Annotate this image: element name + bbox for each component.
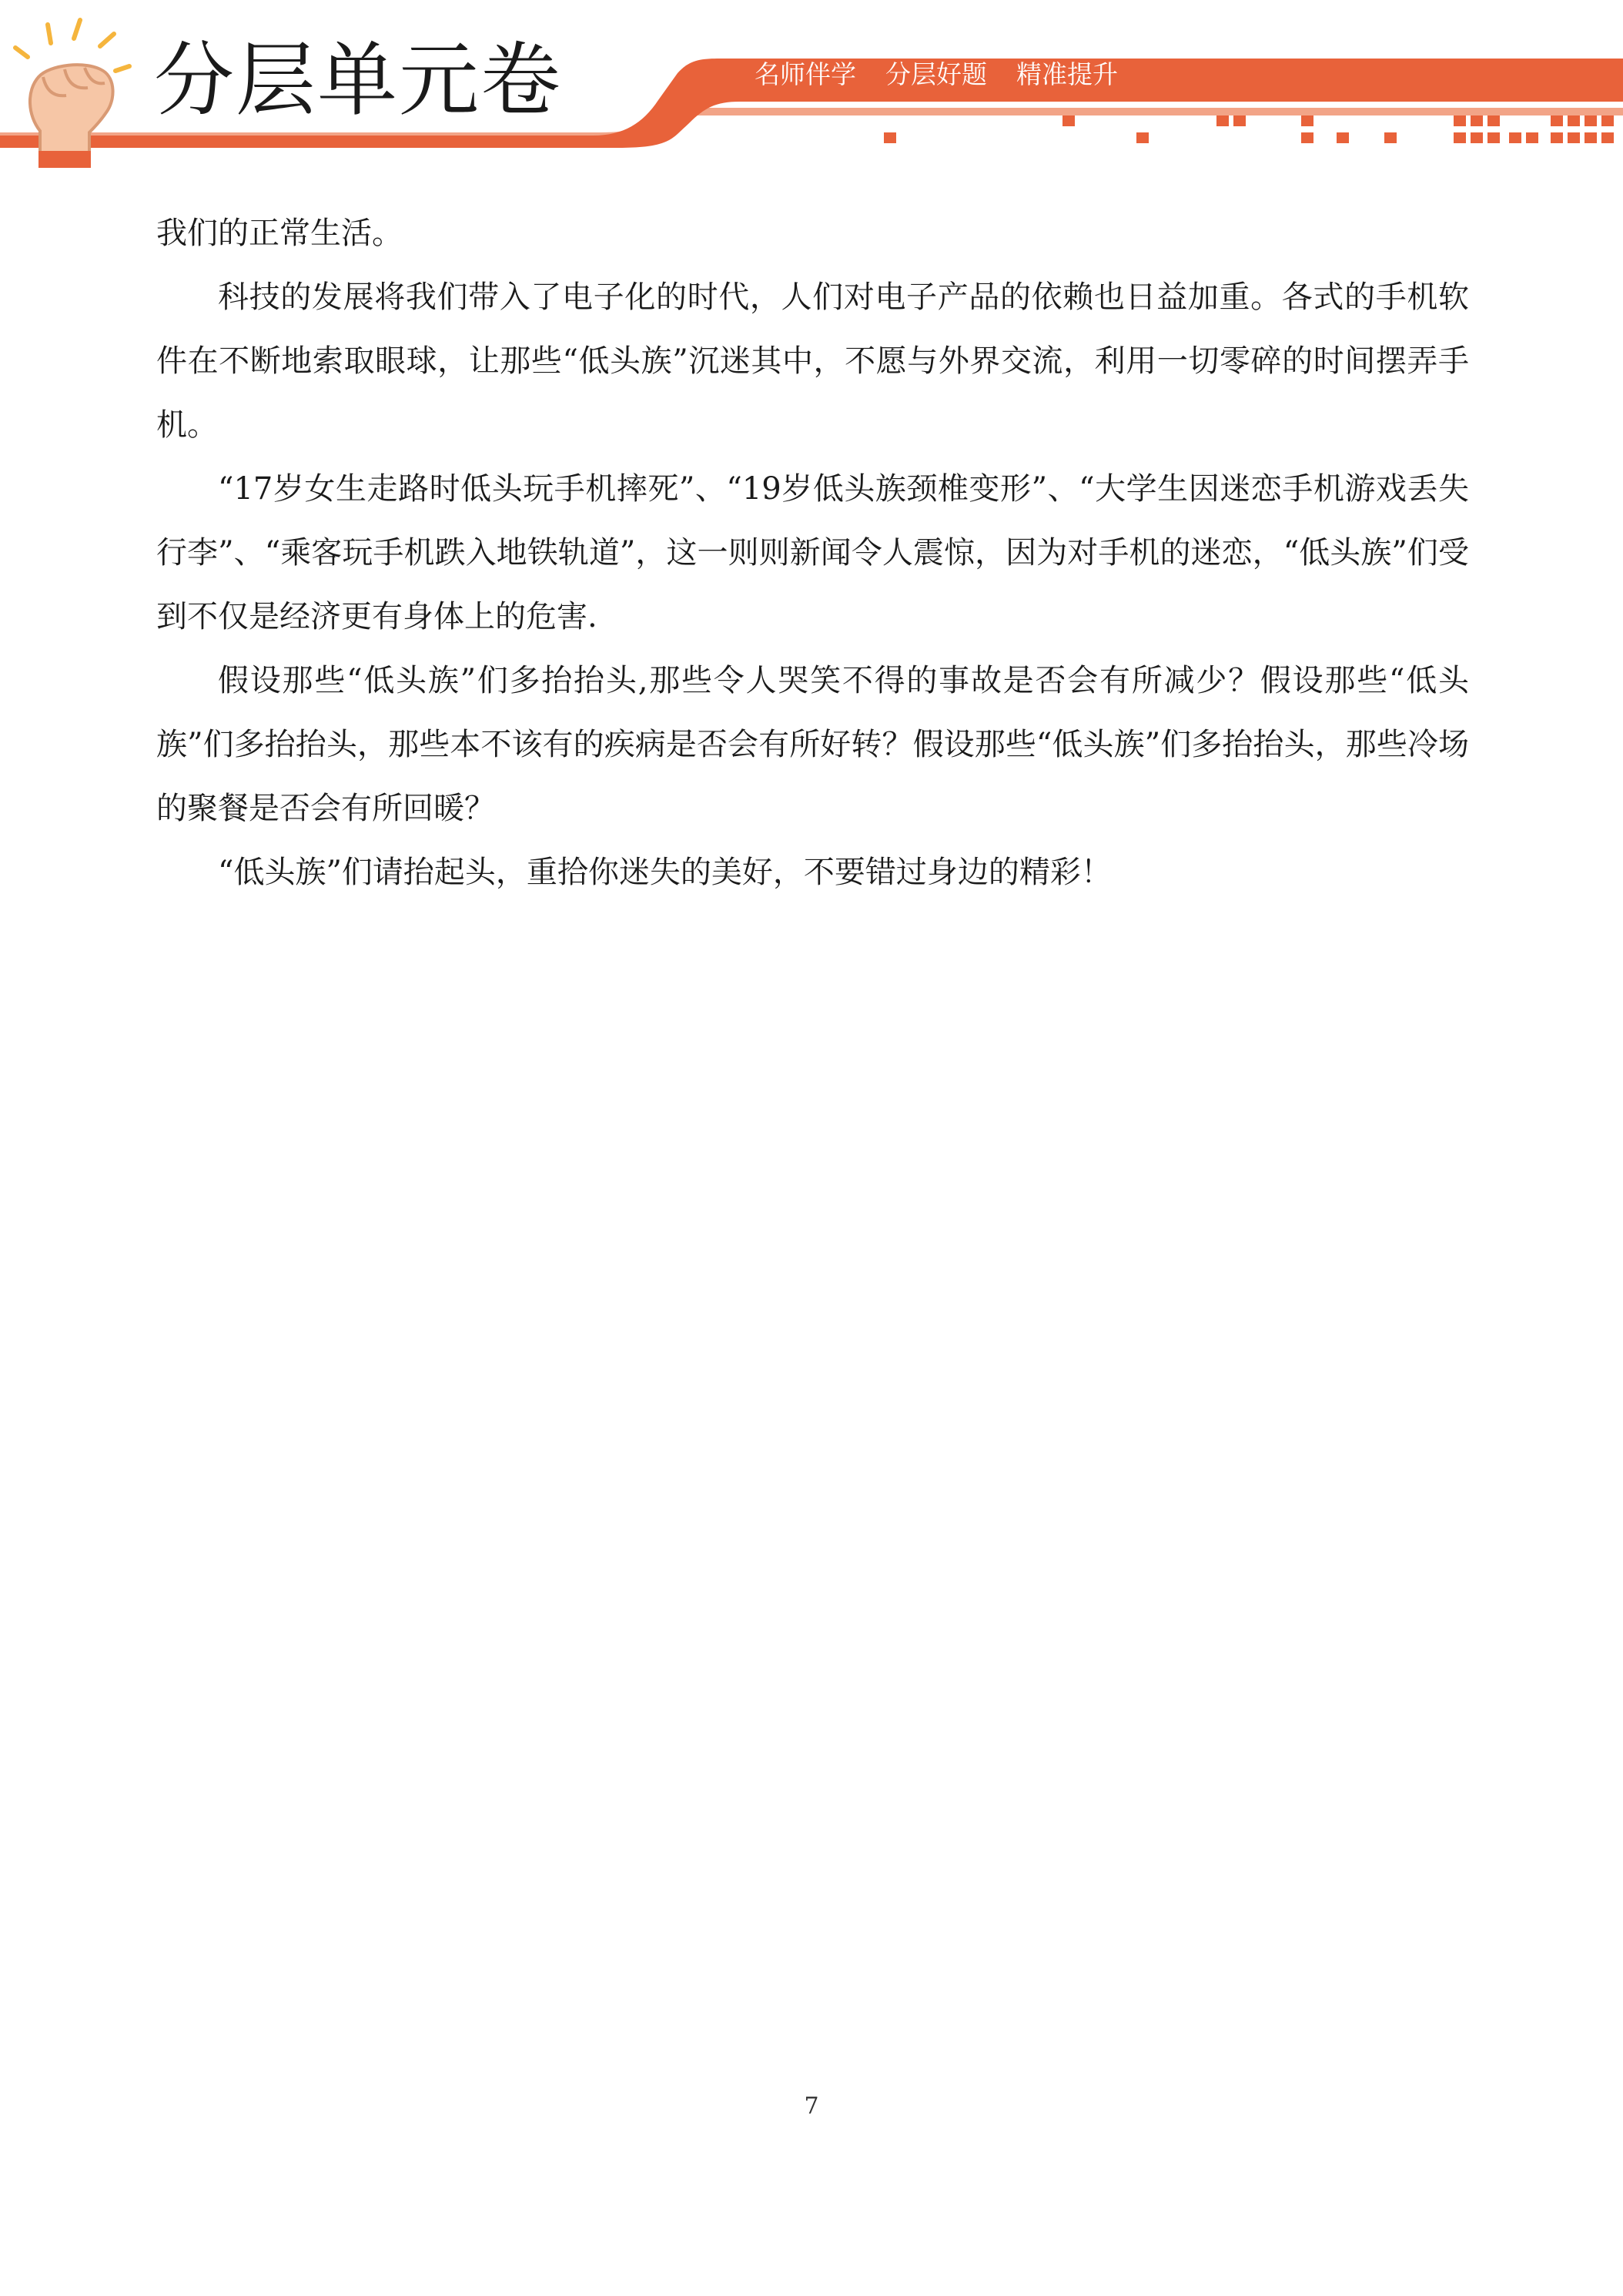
- slogan-item: 分层好题: [885, 59, 987, 89]
- slogan-item: 名师伴学: [755, 59, 856, 89]
- paragraph: 我们的正常生活。: [156, 216, 403, 251]
- page-header: [0, 0, 1623, 177]
- page-number: 7: [804, 2093, 819, 2120]
- brand-title: 分层单元卷: [154, 33, 563, 127]
- header-slogan: [755, 59, 1147, 89]
- paragraph: 科技的发展将我们带入了电子化的时代，人们对电子产品的依赖也日益加重。各式的手机软件在不断地索取眼球，让那些“低头族”沉迷其中，不愿与外界交流，利用一切零碎的时间摆弄手机。: [156, 279, 1469, 443]
- slogan-item: 精准提升: [1016, 59, 1118, 89]
- decorative-squares: [884, 115, 1614, 143]
- paragraph: “17岁女生走路时低头玩手机摔死”、“19岁低头族颈椎变形”、“大学生因迷恋手机游戏丢失行李”、“乘客玩手机跌入地铁轨道”，这一则则新闻令人震惊，因为对手机的迷恋，“低头族”们受到不仅是经济更有身体上的危害.: [156, 471, 1469, 634]
- article-body: [156, 202, 1469, 905]
- paragraph: “低头族”们请抬起头，重拾你迷失的美好，不要错过身边的精彩！: [218, 855, 1112, 890]
- paragraph: 假设那些“低头族”们多抬抬头,那些令人哭笑不得的事故是否会有所减少？假设那些“低头族”们多抬抬头，那些本不该有的疾病是否会有所好转？假设那些“低头族”们多抬抬头，那些冷场的聚餐是否会有所回暖？: [156, 663, 1469, 826]
